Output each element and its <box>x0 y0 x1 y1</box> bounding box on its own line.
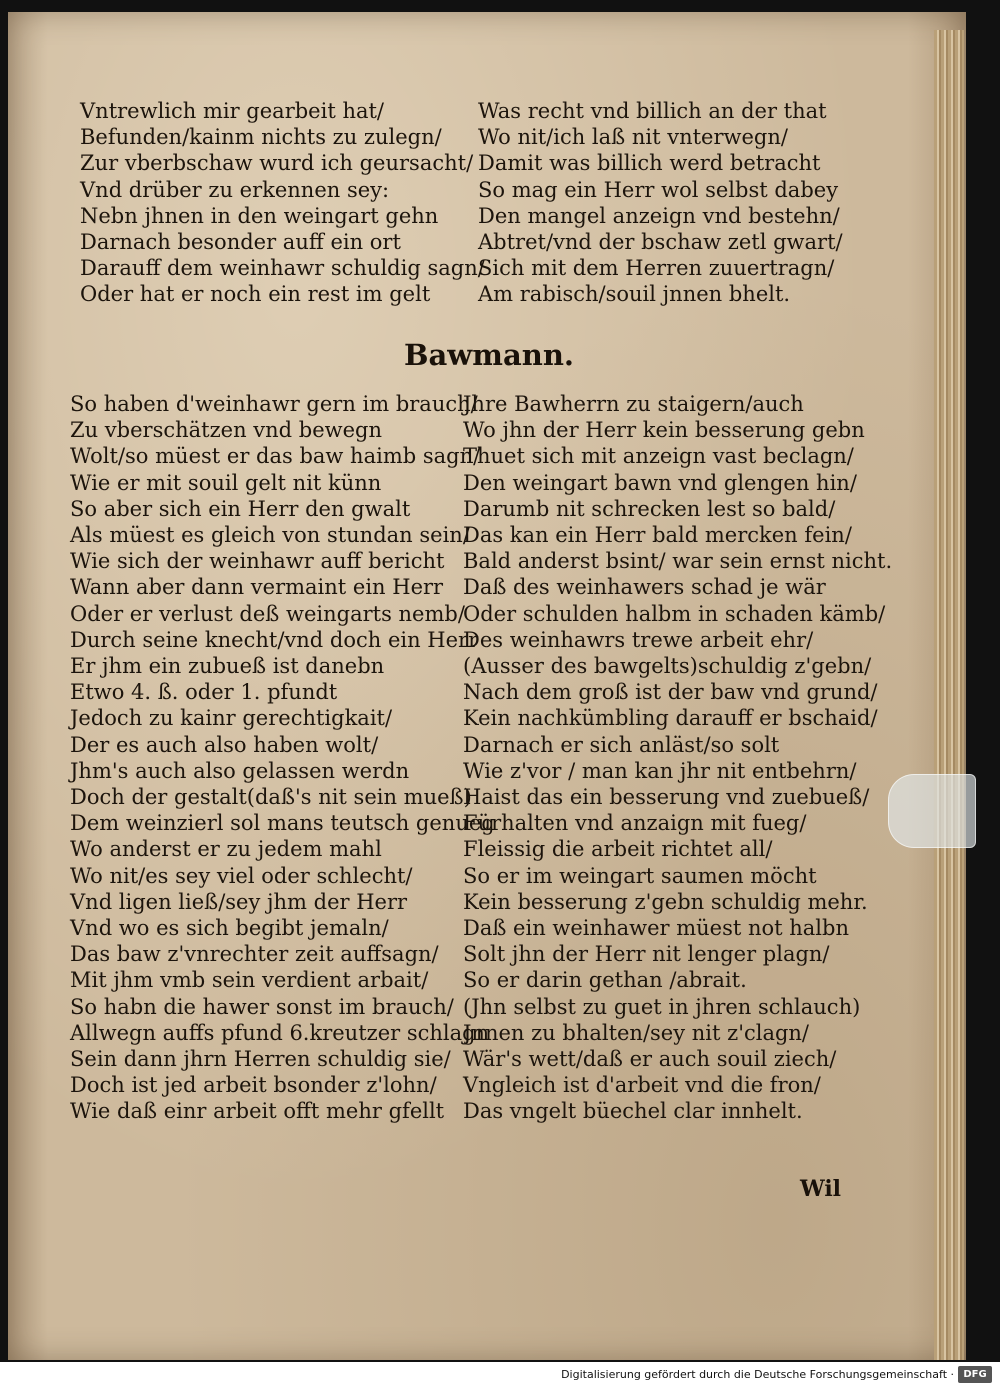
verse-line: Oder er verlust deß weingarts nemb/ <box>70 601 465 626</box>
verse-line: Wie sich der weinhawr auff bericht <box>70 549 445 574</box>
verse-line: Das baw z'vnrechter zeit auffsagn/ <box>70 942 439 967</box>
verse-line: Er jhm ein zubueß ist danebn <box>70 654 385 679</box>
verse-line: Wolt/so müest er das baw haimb sagn/ <box>70 444 481 469</box>
verse-line: Daß des weinhawers schad je wär <box>463 575 826 600</box>
verse-line: Sich mit dem Herren zuuertragn/ <box>478 256 835 281</box>
verse-line: Vnd ligen ließ/sey jhm der Herr <box>70 889 408 914</box>
verse-line: Nebn jhnen in den weingart gehn <box>80 203 439 228</box>
verse-line: Kein besserung z'gebn schuldig mehr. <box>463 889 868 914</box>
verse-line: (Jhn selbst zu guet in jhren schlauch) <box>463 994 861 1019</box>
verse-line: Wo anderst er zu jedem mahl <box>70 837 382 862</box>
verse-line: Daß ein weinhawer müest not halbn <box>463 916 849 941</box>
verse-column-top-left <box>80 98 485 308</box>
verse-line: So er im weingart saumen möcht <box>463 863 817 888</box>
verse-line: Wie z'vor / man kan jhr nit entbehrn/ <box>463 758 857 783</box>
verse-line: Des weinhawrs trewe arbeit ehr/ <box>463 627 814 652</box>
verse-line: So aber sich ein Herr den gwalt <box>70 496 411 521</box>
verse-line: Den weingart bawn vnd glengen hin/ <box>463 470 857 495</box>
verse-line: Wär's wett/daß er auch souil ziech/ <box>463 1047 837 1072</box>
verse-line: Jhre Bawherrn zu staigern/auch <box>463 392 804 416</box>
verse-line: Thuet sich mit anzeign vast beclagn/ <box>463 444 854 469</box>
verse-line: Vntrewlich mir gearbeit hat/ <box>80 99 384 123</box>
verse-line: Der es auch also haben wolt/ <box>70 732 379 757</box>
verse-line: Darumb nit schrecken lest so bald/ <box>463 496 836 521</box>
verse-line: So haben d'weinhawr gern im brauch/ <box>70 392 478 416</box>
verse-line: Als müest es gleich von stundan sein/ <box>70 523 470 548</box>
verse-line: Zur vberbschaw wurd ich geursacht/ <box>80 151 474 176</box>
verse-line: Befunden/kainm nichts zu zulegn/ <box>80 125 442 150</box>
verse-line: Dem weinzierl sol mans teutsch genueg <box>70 811 495 836</box>
verse-line: Darauff dem weinhawr schuldig sagn/ <box>80 256 485 281</box>
verse-line: Wie er mit souil gelt nit künn <box>70 470 382 495</box>
verse-line: Nach dem groß ist der baw vnd grund/ <box>463 680 878 705</box>
section-heading: Bawmann. <box>404 338 575 372</box>
verse-line: Doch ist jed arbeit bsonder z'lohn/ <box>70 1073 437 1098</box>
verse-line: Jhm's auch also gelassen werdn <box>70 758 410 783</box>
verse-line: Doch der gestalt(daß's nit sein mueß) <box>70 785 472 810</box>
verse-line: Den mangel anzeign vnd bestehn/ <box>478 203 840 228</box>
verse-line: So habn die hawer sonst im brauch/ <box>70 994 454 1019</box>
verse-line: Darnach er sich anläst/so solt <box>463 732 780 757</box>
verse-line: Darnach besonder auff ein ort <box>80 230 401 255</box>
funding-note: Digitalisierung gefördert durch die Deutsche Forschungsgemeinschaft · <box>561 1368 954 1381</box>
verse-line: Sein dann jhrn Herren schuldig sie/ <box>70 1047 451 1072</box>
verse-column-bottom-right <box>463 391 892 1125</box>
verse-line: Haist das ein besserung vnd zuebueß/ <box>463 785 870 810</box>
footer-bar <box>0 1362 1000 1389</box>
verse-line: Oder schulden halbm in schaden kämb/ <box>463 601 886 626</box>
verse-line: Solt jhn der Herr nit lenger plagn/ <box>463 942 830 967</box>
verse-line: Jedoch zu kainr gerechtigkait/ <box>70 706 393 731</box>
verse-line: Mit jhm vmb sein verdient arbait/ <box>70 968 429 993</box>
verse-column-top-right <box>478 98 843 308</box>
verse-line: Wo jhn der Herr kein besserung gebn <box>463 418 865 443</box>
verse-column-bottom-left <box>70 391 495 1125</box>
page-edge <box>934 30 964 1360</box>
verse-line: Allwegn auffs pfund 6.kreutzer schlagn <box>70 1020 490 1045</box>
verse-line: So er darin gethan /abrait. <box>463 968 747 993</box>
dfg-logo: DFG <box>958 1366 992 1383</box>
verse-line: (Ausser des bawgelts)schuldig z'gebn/ <box>463 654 872 679</box>
verse-line: Zu vberschätzen vnd bewegn <box>70 418 383 443</box>
verse-line: Wann aber dann vermaint ein Herr <box>70 575 444 600</box>
verse-line: Oder hat er noch ein rest im gelt <box>80 282 431 307</box>
verse-line: Bald anderst bsint/ war sein ernst nicht. <box>463 549 893 574</box>
verse-line: Was recht vnd billich an der that <box>478 99 827 123</box>
verse-line: Kein nachkümbling darauff er bschaid/ <box>463 706 878 731</box>
verse-line: Etwo 4. ß. oder 1. pfundt <box>70 680 338 705</box>
verse-line: Wo nit/ich laß nit vnterwegn/ <box>478 125 788 150</box>
verse-line: Das kan ein Herr bald mercken fein/ <box>463 523 852 548</box>
verse-line: Vnd drüber zu erkennen sey: <box>80 177 390 202</box>
verse-line: Fleissig die arbeit richtet all/ <box>463 837 773 862</box>
verse-line: So mag ein Herr wol selbst dabey <box>478 177 839 202</box>
verse-line: Abtret/vnd der bschaw zetl gwart/ <box>478 230 843 255</box>
verse-line: Vngleich ist d'arbeit vnd die fron/ <box>463 1073 821 1098</box>
verse-line: Damit was billich werd betracht <box>478 151 821 176</box>
verse-line: Am rabisch/souil jnnen bhelt. <box>478 282 791 307</box>
verse-line: Vnd wo es sich begibt jemaln/ <box>70 916 389 941</box>
verse-line: Durch seine knecht/vnd doch ein Herr <box>70 627 479 652</box>
verse-line: Jnnen zu bhalten/sey nit z'clagn/ <box>463 1020 810 1045</box>
verse-line: Wo nit/es sey viel oder schlecht/ <box>70 863 413 888</box>
paper-clip-tab <box>888 774 976 848</box>
catchword: Wil <box>800 1176 842 1202</box>
verse-line: Wie daß einr arbeit offt mehr gfellt <box>70 1099 445 1124</box>
verse-line: Das vngelt büechel clar innhelt. <box>463 1099 803 1124</box>
verse-line: Fürhalten vnd anzaign mit fueg/ <box>463 811 807 836</box>
